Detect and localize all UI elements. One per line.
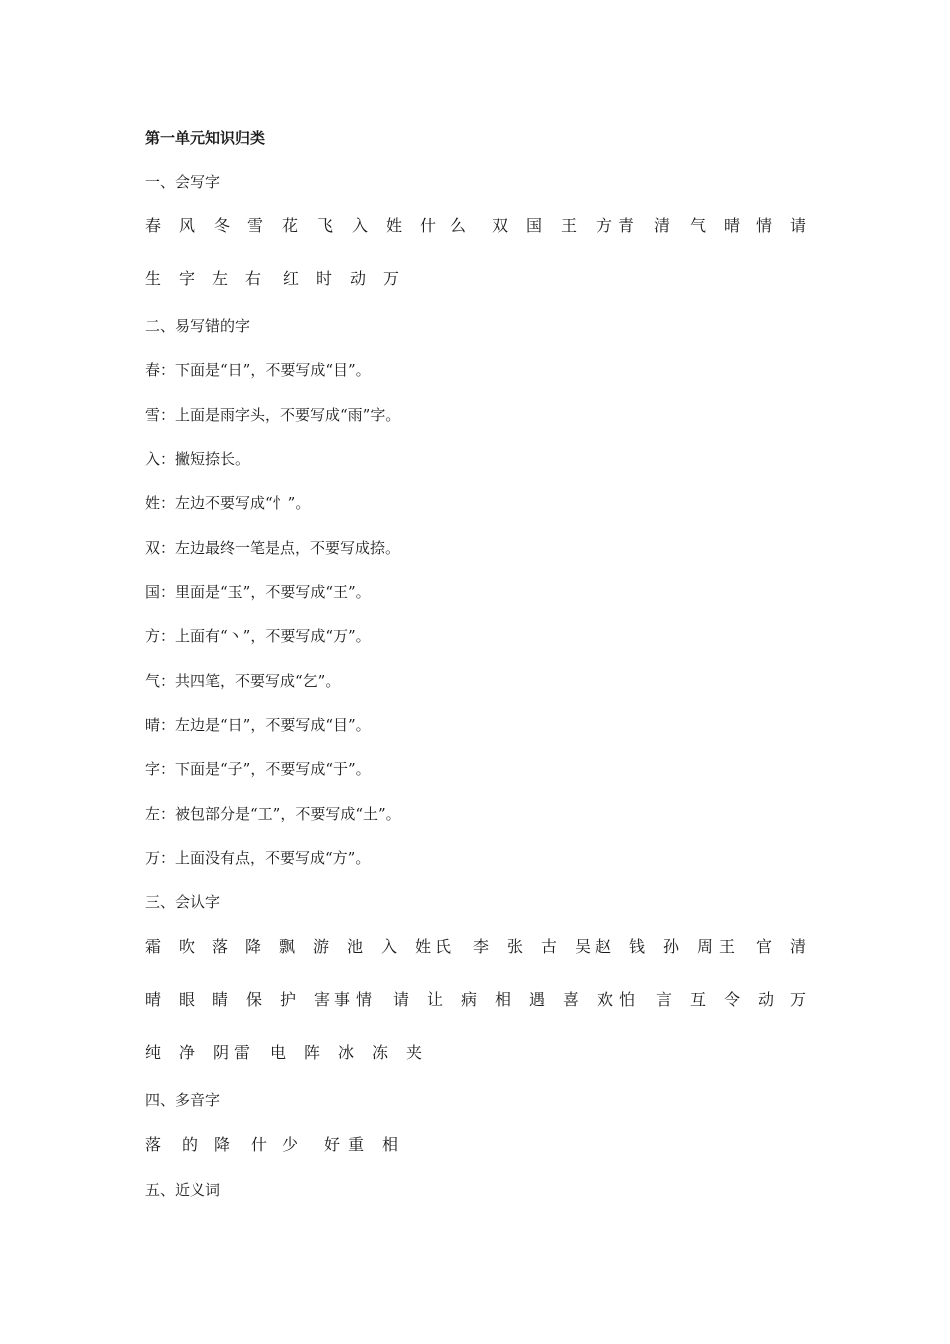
char: 气 — [690, 216, 707, 235]
char: 让 — [427, 990, 444, 1009]
char: 方 — [596, 216, 613, 235]
section-heading-polyphones: 四、多音字 — [145, 1091, 221, 1109]
char: 纯 — [145, 1043, 162, 1062]
char: 降 — [245, 937, 262, 956]
char: 清 — [654, 216, 671, 235]
mistake-line: 姓：左边不要写成“忄”。 — [145, 494, 311, 512]
char: 电 — [270, 1043, 287, 1062]
char: 吹 — [179, 937, 196, 956]
mistake-line: 双：左边最终一笔是点，不要写成捺。 — [145, 539, 401, 557]
char: 姓 — [415, 937, 432, 956]
mistake-line: 春：下面是“日”，不要写成“目”。 — [145, 361, 371, 379]
char: 情 — [356, 990, 373, 1009]
char: 氏 — [435, 937, 452, 956]
char: 冰 — [338, 1043, 355, 1062]
char: 雷 — [234, 1043, 251, 1062]
char: 冬 — [214, 216, 231, 235]
char: 清 — [790, 937, 807, 956]
char: 双 — [492, 216, 509, 235]
char: 么 — [450, 216, 467, 235]
char: 冻 — [372, 1043, 389, 1062]
char: 互 — [690, 990, 707, 1009]
char: 落 — [145, 1135, 162, 1154]
mistake-line: 雪：上面是雨字头，不要写成“雨”字。 — [145, 406, 401, 424]
char: 古 — [541, 937, 558, 956]
char: 右 — [245, 269, 262, 288]
page-title: 第一单元知识归类 — [145, 129, 266, 147]
char: 晴 — [145, 990, 162, 1009]
char: 怕 — [619, 990, 636, 1009]
char: 春 — [145, 216, 162, 235]
char: 钱 — [629, 937, 646, 956]
char: 少 — [282, 1135, 299, 1154]
char: 风 — [179, 216, 196, 235]
char: 遇 — [529, 990, 546, 1009]
char: 李 — [473, 937, 490, 956]
write-chars-row-1 — [145, 215, 807, 239]
read-chars-row-2 — [145, 989, 807, 1013]
char: 好 — [324, 1135, 341, 1154]
char: 万 — [383, 269, 400, 288]
char: 睛 — [212, 990, 229, 1009]
char: 万 — [790, 990, 807, 1009]
read-chars-row-3 — [145, 1042, 807, 1066]
char: 阵 — [304, 1043, 321, 1062]
char: 青 — [618, 216, 635, 235]
char: 喜 — [563, 990, 580, 1009]
char: 生 — [145, 269, 162, 288]
mistake-line: 入：撇短捺长。 — [145, 450, 251, 468]
char: 相 — [382, 1135, 399, 1154]
char: 什 — [251, 1135, 268, 1154]
char: 孙 — [663, 937, 680, 956]
char: 保 — [246, 990, 263, 1009]
read-chars-row-1 — [145, 936, 807, 960]
char: 吴 — [575, 937, 592, 956]
char: 害 — [314, 990, 331, 1009]
char: 张 — [507, 937, 524, 956]
char: 护 — [280, 990, 297, 1009]
char: 欢 — [597, 990, 614, 1009]
char: 官 — [756, 937, 773, 956]
char: 动 — [350, 269, 367, 288]
write-chars-row-2 — [145, 268, 807, 292]
char: 红 — [283, 269, 300, 288]
char: 池 — [347, 937, 364, 956]
char: 阴 — [213, 1043, 230, 1062]
char: 霜 — [145, 937, 162, 956]
char: 重 — [348, 1135, 365, 1154]
char: 飞 — [317, 216, 334, 235]
char: 请 — [790, 216, 807, 235]
char: 言 — [656, 990, 673, 1009]
char: 游 — [313, 937, 330, 956]
char: 夹 — [406, 1043, 423, 1062]
char: 落 — [212, 937, 229, 956]
char: 令 — [724, 990, 741, 1009]
mistake-line: 晴：左边是“日”，不要写成“目”。 — [145, 716, 371, 734]
char: 事 — [334, 990, 351, 1009]
char: 雪 — [247, 216, 264, 235]
section-heading-synonyms: 五、近义词 — [145, 1181, 221, 1199]
mistake-line: 字：下面是“子”，不要写成“于”。 — [145, 760, 371, 778]
char: 净 — [179, 1043, 196, 1062]
char: 的 — [182, 1135, 199, 1154]
char: 姓 — [386, 216, 403, 235]
mistake-line: 国：里面是“玉”，不要写成“王”。 — [145, 583, 371, 601]
mistake-line: 方：上面有“丶”，不要写成“万”。 — [145, 627, 371, 645]
section-heading-common-mistakes: 二、易写错的字 — [145, 317, 251, 335]
char: 赵 — [595, 937, 612, 956]
section-heading-write-chars: 一、会写字 — [145, 173, 221, 191]
char: 降 — [214, 1135, 231, 1154]
char: 请 — [393, 990, 410, 1009]
char: 病 — [461, 990, 478, 1009]
polyphone-row — [145, 1134, 807, 1158]
char: 王 — [719, 937, 736, 956]
mistake-line: 气：共四笔，不要写成“乞”。 — [145, 672, 341, 690]
char: 时 — [316, 269, 333, 288]
char: 左 — [212, 269, 229, 288]
section-heading-read-chars: 三、会认字 — [145, 893, 221, 911]
char: 情 — [756, 216, 773, 235]
char: 入 — [381, 937, 398, 956]
char: 花 — [282, 216, 299, 235]
mistake-line: 左：被包部分是“工”，不要写成“土”。 — [145, 805, 401, 823]
char: 入 — [352, 216, 369, 235]
char: 相 — [495, 990, 512, 1009]
char: 国 — [526, 216, 543, 235]
char: 王 — [561, 216, 578, 235]
char: 周 — [697, 937, 714, 956]
char: 动 — [758, 990, 775, 1009]
char: 字 — [179, 269, 196, 288]
char: 晴 — [724, 216, 741, 235]
char: 飘 — [279, 937, 296, 956]
char: 什 — [420, 216, 437, 235]
mistake-line: 万：上面没有点，不要写成“方”。 — [145, 849, 371, 867]
char: 眼 — [179, 990, 196, 1009]
